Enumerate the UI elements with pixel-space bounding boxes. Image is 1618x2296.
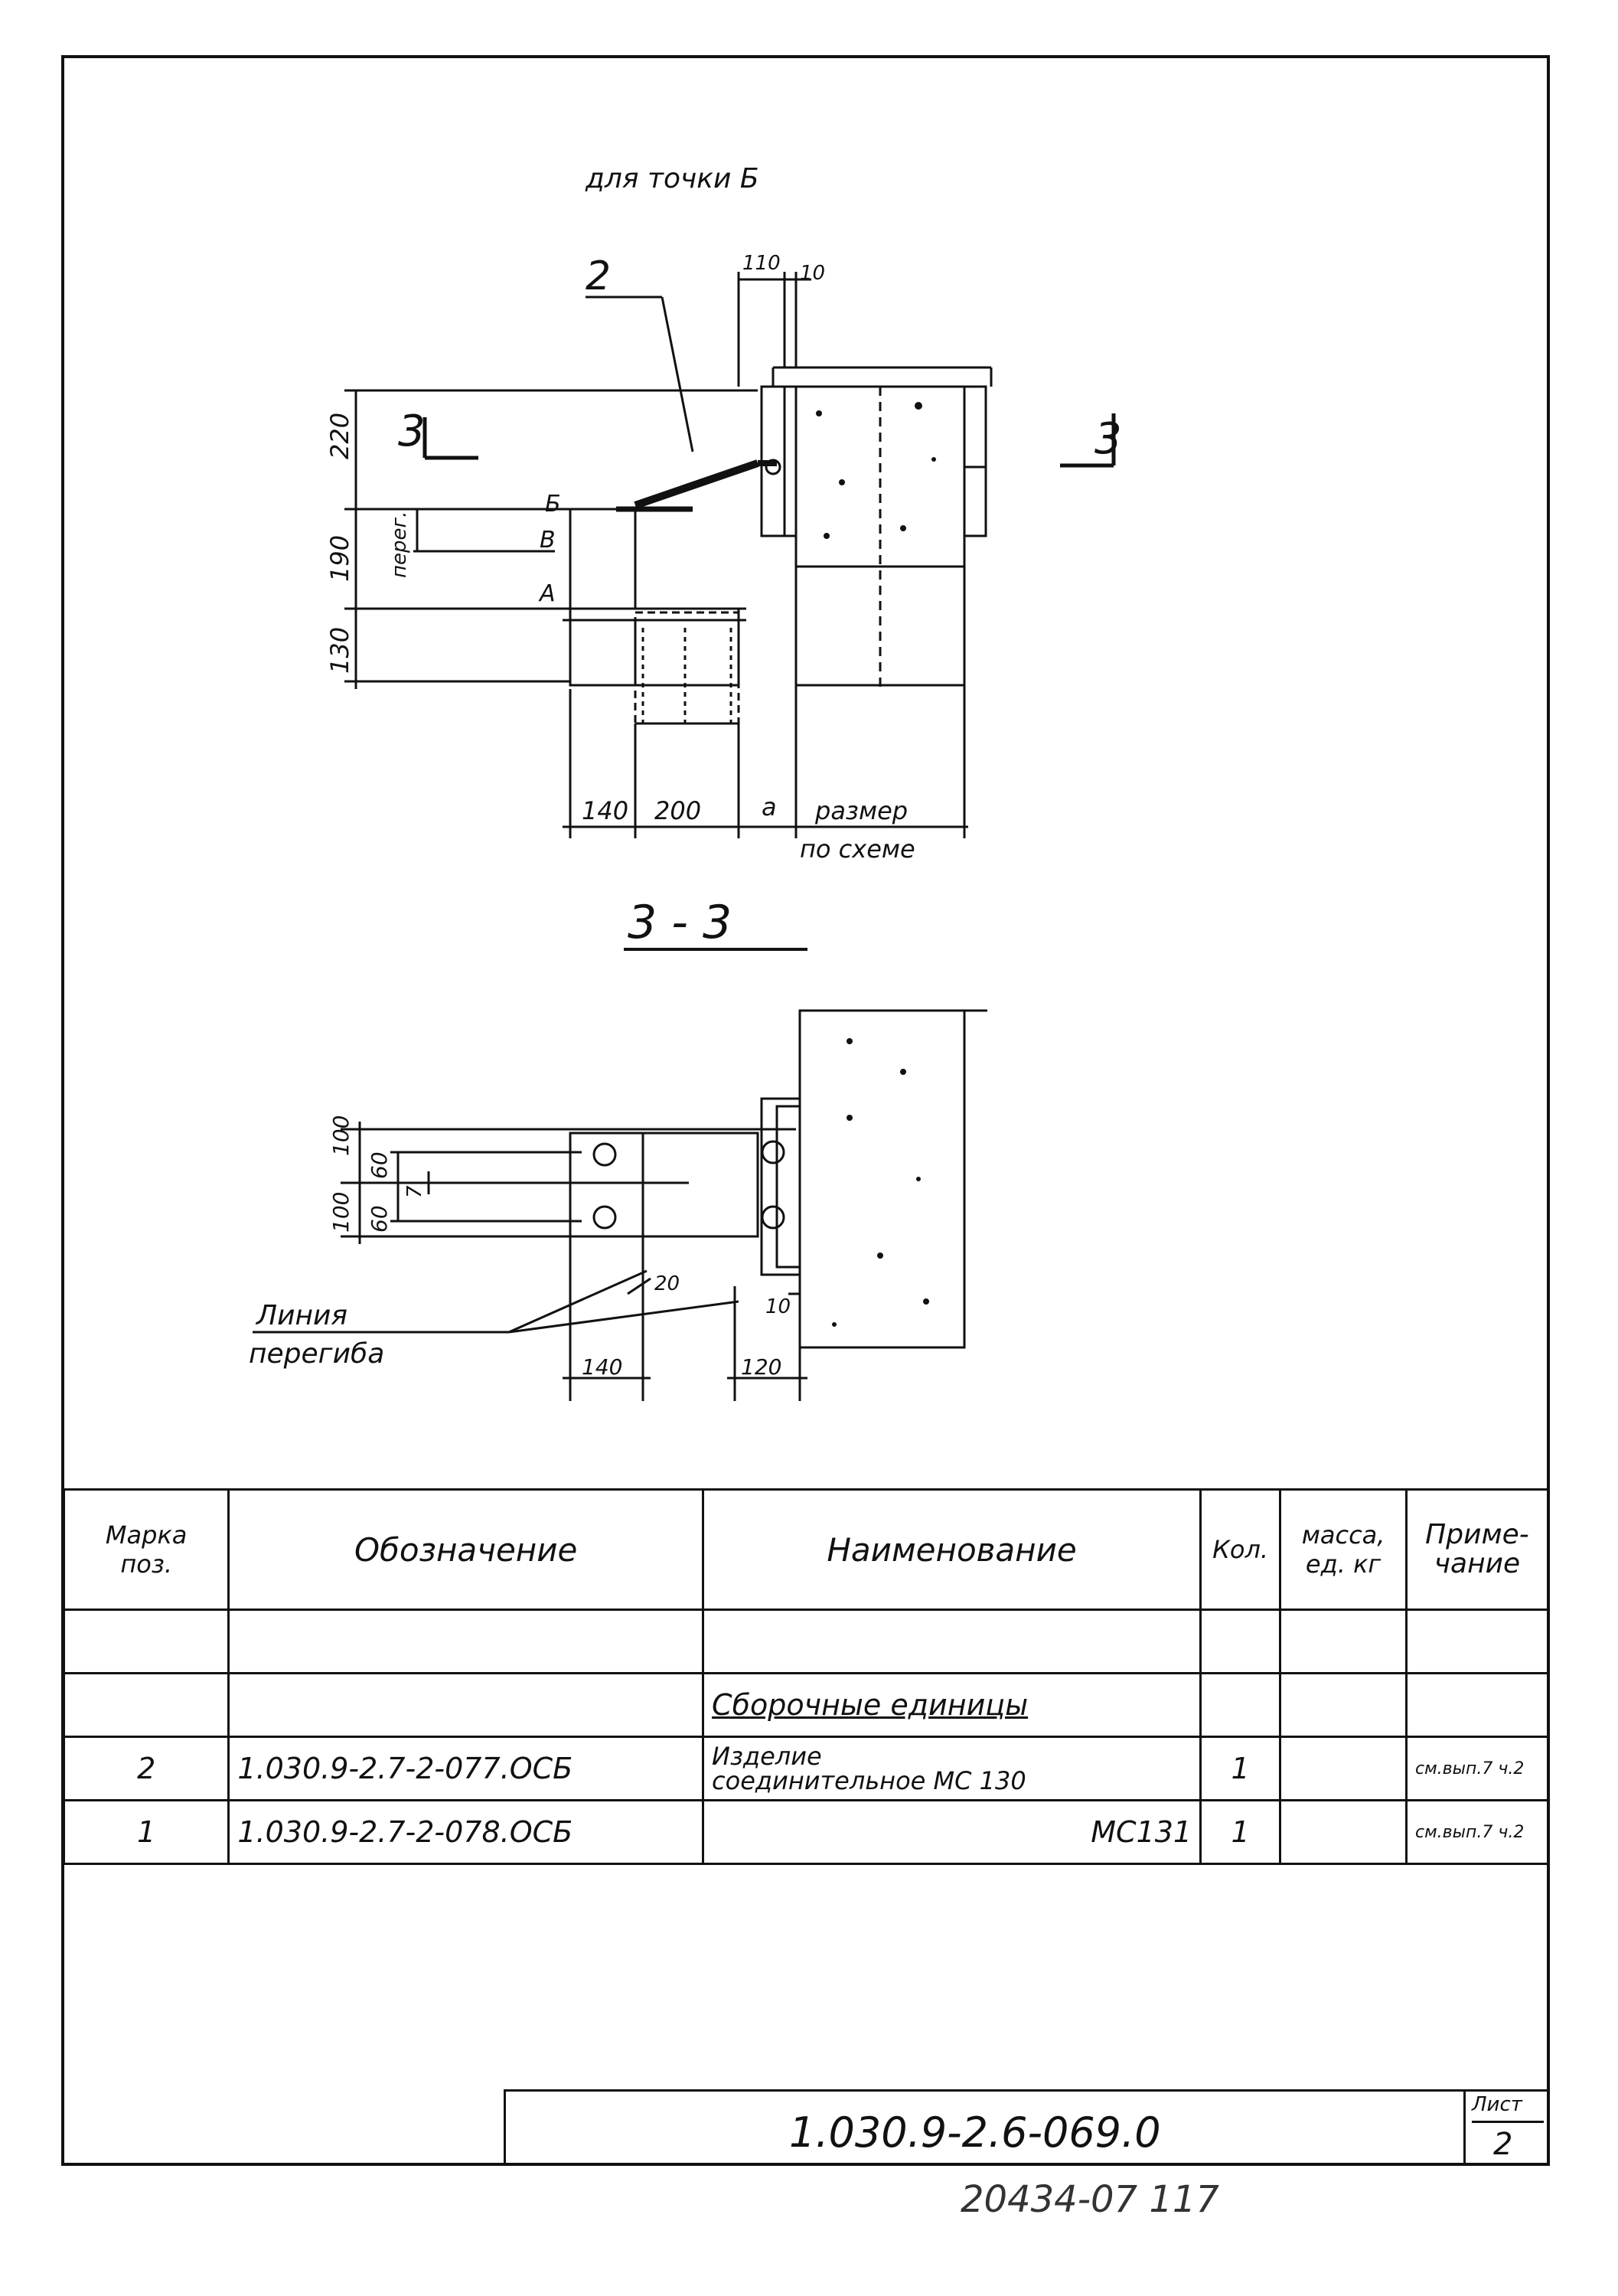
table-row — [64, 1801, 1548, 1864]
row-designation: 1.030.9-2.7-2-077.ОСБ — [229, 1737, 703, 1801]
sec-dim-60-bottom: 60 — [367, 1205, 392, 1233]
sec-dim-100-bottom: 100 — [328, 1191, 354, 1233]
point-B: Б — [545, 491, 561, 518]
document-code: 1.030.9-2.6-069.0 — [789, 2108, 1161, 2157]
row-mark: 1 — [64, 1801, 229, 1864]
row-mass — [1280, 1801, 1407, 1864]
bend-line-label-2: перегиба — [249, 1338, 385, 1370]
row-mass — [1280, 1737, 1407, 1801]
dim-190: 190 — [325, 534, 354, 582]
row-mark: 2 — [64, 1737, 229, 1801]
dim-110: 110 — [742, 252, 781, 275]
dim-bottom-140: 140 — [582, 796, 629, 825]
point-A: А — [540, 580, 556, 607]
row-note: см.вып.7 ч.2 — [1406, 1737, 1548, 1801]
specification-table — [63, 1488, 1549, 1865]
header-designation: Обозначение — [229, 1490, 703, 1610]
section-marker-right: 3 — [1094, 414, 1122, 464]
connector-bar — [635, 463, 758, 505]
point-V: В — [540, 527, 556, 554]
header-name: Наименование — [703, 1490, 1201, 1610]
sec-dim-20: 20 — [654, 1272, 680, 1295]
position-2-label: 2 — [586, 253, 612, 299]
sec-dim-7: 7 — [403, 1185, 426, 1198]
row-name: Изделие соединительное МС 130 — [703, 1737, 1201, 1801]
sec-dim-60-top: 60 — [367, 1151, 392, 1179]
sec-dim-120: 120 — [741, 1354, 782, 1380]
dim-bottom-size-2: по схеме — [800, 834, 915, 864]
sec-dim-10: 10 — [765, 1295, 791, 1318]
table-row-section — [64, 1674, 1548, 1737]
row-name: МС131 — [703, 1801, 1201, 1864]
label-bend: перег. — [388, 511, 411, 578]
title-block — [504, 2089, 1550, 2166]
dim-130: 130 — [325, 626, 354, 674]
section-title-cell: Сборочные единицы — [703, 1674, 1201, 1737]
row-note: см.вып.7 ч.2 — [1406, 1801, 1548, 1864]
section-title: 3 - 3 — [628, 896, 732, 949]
sheet-label: Лист — [1472, 2093, 1544, 2123]
header-mass: масса, ед. кг — [1280, 1490, 1407, 1610]
row-designation: 1.030.9-2.7-2-078.ОСБ — [229, 1801, 703, 1864]
dim-bottom-size-1: размер — [815, 796, 908, 825]
header-mark: Марка поз. — [64, 1490, 229, 1610]
inventory-number: 20434-07 117 — [961, 2178, 1219, 2221]
sec-dim-100-top: 100 — [328, 1115, 354, 1156]
row-qty: 1 — [1201, 1737, 1280, 1801]
dim-220: 220 — [325, 412, 354, 459]
sec-dim-140: 140 — [582, 1354, 623, 1380]
spec-header-row — [64, 1490, 1548, 1610]
header-qty: Кол. — [1201, 1490, 1280, 1610]
sheet-cell — [1463, 2092, 1548, 2166]
top-title: для точки Б — [586, 163, 759, 194]
section-marker-left: 3 — [398, 407, 426, 456]
table-row-empty — [64, 1610, 1548, 1674]
sheet-number: 2 — [1493, 2127, 1513, 2162]
table-row — [64, 1737, 1548, 1801]
dim-10: 10 — [800, 262, 826, 285]
section-column — [800, 1011, 964, 1347]
dim-bottom-200: 200 — [654, 796, 702, 825]
bend-line-label-1: Линия — [256, 1300, 348, 1331]
row-qty: 1 — [1201, 1801, 1280, 1864]
header-note: Приме- чание — [1406, 1490, 1548, 1610]
dim-bottom-a: а — [762, 792, 777, 821]
